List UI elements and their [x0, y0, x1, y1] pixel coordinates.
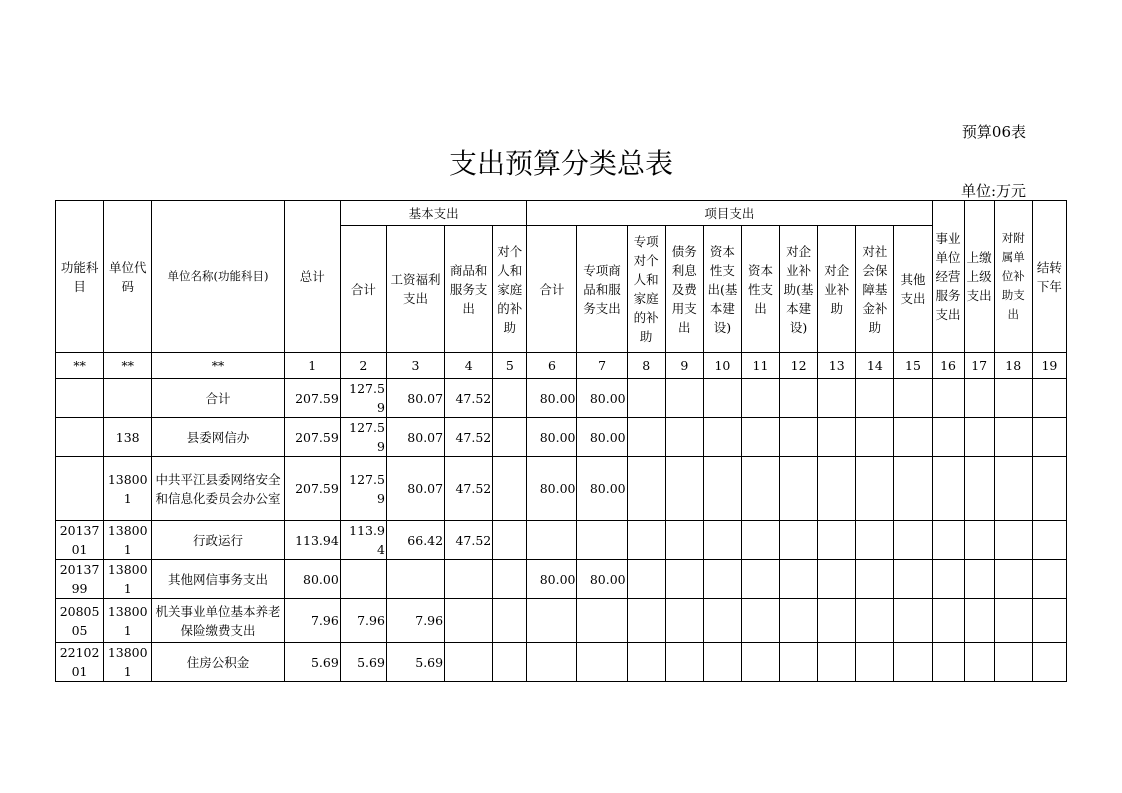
amount-cell: [493, 457, 527, 521]
header-carry-forward: 结转下年: [1032, 201, 1066, 353]
amount-cell: 80.07: [386, 418, 444, 457]
index-cell: 15: [894, 353, 932, 379]
func-subject-code-cell: [56, 457, 104, 521]
func-subject-code-cell: [56, 418, 104, 457]
header-total: 总计: [284, 201, 340, 353]
amount-cell: [780, 379, 818, 418]
amount-cell: [577, 643, 627, 682]
amount-cell: [665, 521, 703, 560]
amount-cell: [818, 418, 856, 457]
amount-cell: [493, 521, 527, 560]
amount-cell: [780, 599, 818, 643]
amount-cell: [964, 643, 994, 682]
amount-cell: 80.00: [284, 560, 340, 599]
amount-cell: [577, 599, 627, 643]
index-cell: 5: [493, 353, 527, 379]
amount-cell: 66.42: [386, 521, 444, 560]
header-basic-wages: 工资福利支出: [386, 226, 444, 353]
index-row: [56, 353, 1067, 379]
func-subject-code-cell: 2013701: [56, 521, 104, 560]
index-cell: 13: [818, 353, 856, 379]
table-row: [56, 643, 1067, 682]
page-title: 支出预算分类总表: [448, 147, 673, 180]
amount-cell: 5.69: [284, 643, 340, 682]
index-cell: 12: [780, 353, 818, 379]
amount-cell: [818, 643, 856, 682]
header-unit-name: 单位名称(功能科目): [152, 201, 284, 353]
index-cell: **: [104, 353, 152, 379]
header-basic-goods: 商品和服务支出: [445, 226, 493, 353]
index-cell: 18: [994, 353, 1032, 379]
expenditure-budget-table: [55, 200, 1067, 682]
amount-cell: 7.96: [340, 599, 386, 643]
header-project-debt: 债务利息及费用支出: [665, 226, 703, 353]
index-cell: 8: [627, 353, 665, 379]
amount-cell: [665, 643, 703, 682]
header-project-goods: 专项商品和服务支出: [577, 226, 627, 353]
amount-cell: [932, 560, 964, 599]
amount-cell: [703, 599, 741, 643]
amount-cell: [932, 643, 964, 682]
index-cell: 7: [577, 353, 627, 379]
amount-cell: 5.69: [386, 643, 444, 682]
unit-name-cell: 住房公积金: [152, 643, 284, 682]
amount-cell: [1032, 521, 1066, 560]
unit-name-cell: 其他网信事务支出: [152, 560, 284, 599]
amount-cell: [741, 457, 779, 521]
amount-cell: [665, 418, 703, 457]
header-project-capital-construction: 资本性支出(基本建设): [703, 226, 741, 353]
amount-cell: [964, 379, 994, 418]
amount-cell: [665, 560, 703, 599]
index-cell: 3: [386, 353, 444, 379]
amount-cell: [493, 599, 527, 643]
amount-cell: [994, 643, 1032, 682]
table-row: [56, 599, 1067, 643]
amount-cell: [527, 599, 577, 643]
index-cell: 16: [932, 353, 964, 379]
amount-cell: [741, 418, 779, 457]
amount-cell: 47.52: [445, 521, 493, 560]
amount-cell: [964, 418, 994, 457]
amount-cell: [703, 379, 741, 418]
amount-cell: 80.00: [527, 560, 577, 599]
table-row: [56, 457, 1067, 521]
table-row: [56, 418, 1067, 457]
amount-cell: [1032, 418, 1066, 457]
index-cell: **: [152, 353, 284, 379]
amount-cell: 7.96: [386, 599, 444, 643]
unit-code-cell: [104, 379, 152, 418]
amount-cell: [665, 457, 703, 521]
amount-cell: 80.07: [386, 457, 444, 521]
amount-cell: [627, 599, 665, 643]
amount-cell: [964, 457, 994, 521]
amount-cell: [741, 643, 779, 682]
amount-cell: 207.59: [284, 379, 340, 418]
amount-cell: 127.59: [340, 457, 386, 521]
unit-code-cell: 138001: [104, 560, 152, 599]
index-cell: 4: [445, 353, 493, 379]
amount-cell: [780, 521, 818, 560]
index-cell: 10: [703, 353, 741, 379]
unit-name-cell: 县委网信办: [152, 418, 284, 457]
header-remit-superior: 上缴上级支出: [964, 201, 994, 353]
amount-cell: [932, 379, 964, 418]
index-cell: **: [56, 353, 104, 379]
header-project-social-security: 对社会保障基金补助: [856, 226, 894, 353]
amount-cell: [1032, 379, 1066, 418]
amount-cell: [665, 379, 703, 418]
amount-cell: [994, 418, 1032, 457]
unit-label: 单位:万元: [960, 182, 1026, 200]
amount-cell: [818, 521, 856, 560]
amount-cell: [703, 521, 741, 560]
amount-cell: [932, 457, 964, 521]
table-row: [56, 521, 1067, 560]
amount-cell: [894, 643, 932, 682]
index-cell: 6: [527, 353, 577, 379]
index-cell: 17: [964, 353, 994, 379]
amount-cell: [1032, 643, 1066, 682]
func-subject-code-cell: [56, 379, 104, 418]
header-project-total: 合计: [527, 226, 577, 353]
index-cell: 19: [1032, 353, 1066, 379]
unit-code-cell: 138001: [104, 643, 152, 682]
amount-cell: [818, 560, 856, 599]
amount-cell: [994, 599, 1032, 643]
amount-cell: 80.00: [527, 379, 577, 418]
amount-cell: 47.52: [445, 418, 493, 457]
amount-cell: [994, 560, 1032, 599]
amount-cell: [493, 418, 527, 457]
amount-cell: [703, 560, 741, 599]
amount-cell: 5.69: [340, 643, 386, 682]
amount-cell: [445, 560, 493, 599]
amount-cell: [818, 379, 856, 418]
header-project-other: 其他支出: [894, 226, 932, 353]
amount-cell: [932, 521, 964, 560]
amount-cell: [894, 521, 932, 560]
amount-cell: [780, 457, 818, 521]
amount-cell: [493, 643, 527, 682]
amount-cell: [741, 379, 779, 418]
amount-cell: [665, 599, 703, 643]
amount-cell: [894, 379, 932, 418]
amount-cell: 80.00: [577, 560, 627, 599]
header-business-service: 事业单位经营服务支出: [932, 201, 964, 353]
amount-cell: 207.59: [284, 418, 340, 457]
amount-cell: [964, 560, 994, 599]
unit-name-cell: 合计: [152, 379, 284, 418]
index-cell: 11: [741, 353, 779, 379]
amount-cell: 7.96: [284, 599, 340, 643]
amount-cell: [856, 643, 894, 682]
amount-cell: [627, 457, 665, 521]
amount-cell: 80.00: [527, 418, 577, 457]
header-basic-household: 对个人和家庭的补助: [493, 226, 527, 353]
amount-cell: [856, 457, 894, 521]
index-cell: 14: [856, 353, 894, 379]
amount-cell: [932, 418, 964, 457]
amount-cell: [627, 418, 665, 457]
unit-code-cell: 138001: [104, 599, 152, 643]
amount-cell: 47.52: [445, 457, 493, 521]
unit-name-cell: 中共平江县委网络安全和信息化委员会办公室: [152, 457, 284, 521]
amount-cell: [577, 521, 627, 560]
index-cell: 9: [665, 353, 703, 379]
amount-cell: [894, 457, 932, 521]
amount-cell: [493, 560, 527, 599]
amount-cell: 127.59: [340, 418, 386, 457]
amount-cell: 80.00: [577, 379, 627, 418]
amount-cell: [964, 521, 994, 560]
amount-cell: [818, 599, 856, 643]
amount-cell: [627, 521, 665, 560]
amount-cell: [894, 599, 932, 643]
header-project-expenditure: 项目支出: [527, 201, 932, 226]
amount-cell: [856, 418, 894, 457]
unit-name-cell: 机关事业单位基本养老保险缴费支出: [152, 599, 284, 643]
amount-cell: [780, 643, 818, 682]
unit-name-cell: 行政运行: [152, 521, 284, 560]
amount-cell: 80.00: [577, 457, 627, 521]
amount-cell: [932, 599, 964, 643]
amount-cell: [445, 643, 493, 682]
amount-cell: [741, 599, 779, 643]
amount-cell: [340, 560, 386, 599]
amount-cell: [1032, 599, 1066, 643]
amount-cell: [703, 418, 741, 457]
amount-cell: [741, 521, 779, 560]
amount-cell: [780, 560, 818, 599]
amount-cell: [818, 457, 856, 521]
amount-cell: [445, 599, 493, 643]
header-unit-code: 单位代码: [104, 201, 152, 353]
header-subsidiary-subsidy: 对附属单位补助支出: [994, 201, 1032, 353]
header-project-household: 专项对个人和家庭的补助: [627, 226, 665, 353]
amount-cell: [964, 599, 994, 643]
amount-cell: 80.00: [527, 457, 577, 521]
unit-code-cell: 138: [104, 418, 152, 457]
header-project-capital: 资本性支出: [741, 226, 779, 353]
amount-cell: [703, 457, 741, 521]
amount-cell: [527, 643, 577, 682]
amount-cell: [894, 418, 932, 457]
table-row: [56, 379, 1067, 418]
amount-cell: [527, 521, 577, 560]
form-number: 预算06表: [961, 123, 1026, 141]
amount-cell: [994, 521, 1032, 560]
func-subject-code-cell: 2080505: [56, 599, 104, 643]
header-basic-total: 合计: [340, 226, 386, 353]
amount-cell: [703, 643, 741, 682]
amount-cell: [386, 560, 444, 599]
amount-cell: [627, 379, 665, 418]
amount-cell: 127.59: [340, 379, 386, 418]
func-subject-code-cell: 2210201: [56, 643, 104, 682]
table-row: [56, 560, 1067, 599]
header-basic-expenditure: 基本支出: [340, 201, 527, 226]
amount-cell: [856, 560, 894, 599]
amount-cell: [856, 599, 894, 643]
unit-code-cell: 138001: [104, 457, 152, 521]
amount-cell: [856, 521, 894, 560]
unit-code-cell: 138001: [104, 521, 152, 560]
amount-cell: 207.59: [284, 457, 340, 521]
header-project-enterprise: 对企业补助: [818, 226, 856, 353]
index-cell: 1: [284, 353, 340, 379]
amount-cell: [856, 379, 894, 418]
amount-cell: [994, 379, 1032, 418]
amount-cell: [994, 457, 1032, 521]
amount-cell: [627, 560, 665, 599]
amount-cell: [1032, 457, 1066, 521]
amount-cell: [627, 643, 665, 682]
amount-cell: [780, 418, 818, 457]
header-project-enterprise-construction: 对企业补助(基本建设): [780, 226, 818, 353]
amount-cell: 80.00: [577, 418, 627, 457]
amount-cell: [894, 560, 932, 599]
amount-cell: 113.94: [284, 521, 340, 560]
func-subject-code-cell: 2013799: [56, 560, 104, 599]
index-cell: 2: [340, 353, 386, 379]
amount-cell: [1032, 560, 1066, 599]
amount-cell: [741, 560, 779, 599]
amount-cell: 47.52: [445, 379, 493, 418]
amount-cell: 113.94: [340, 521, 386, 560]
amount-cell: [493, 379, 527, 418]
header-func-subject: 功能科目: [56, 201, 104, 353]
amount-cell: 80.07: [386, 379, 444, 418]
